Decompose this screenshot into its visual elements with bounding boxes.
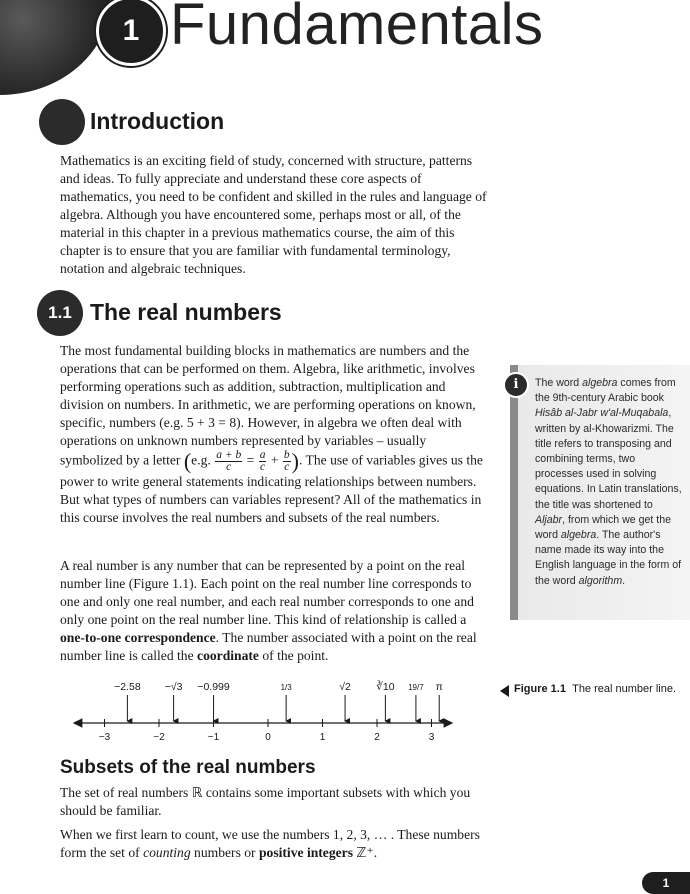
- introduction-bullet: [39, 99, 85, 145]
- close-paren: ): [291, 448, 299, 474]
- fraction-a-over-c: [259, 450, 267, 473]
- tick-label: 2: [374, 732, 380, 743]
- note-part: comes from the 9th-century Arabic book: [535, 377, 676, 405]
- subsection-heading: Subsets of the real numbers: [60, 757, 316, 778]
- tick-label: 0: [265, 732, 271, 743]
- term-positive-integers: positive integers: [258, 845, 353, 860]
- p1-text-a: The most fundamental building blocks in mathematics are numbers and the operations that can be performed on them. Algebra, like arithmetic, involves performing operations such as addition, subtraction, multiplication and division on numbers. In arithmetic, we are performing operations on known, specific, numbers (e.g. 5 + 3 = 8). However, in algebra we often deal with operations on unknown numbers represented by variables – usually symbolized by a letter: [60, 343, 476, 468]
- note-emphasis: algebra: [560, 529, 597, 542]
- point-label: 19/7: [408, 683, 424, 692]
- p-part: numbers or: [190, 845, 259, 860]
- point-label: −√3: [164, 681, 183, 693]
- caption-arrow-icon: [500, 685, 509, 697]
- open-paren: (: [183, 448, 192, 474]
- note-emphasis: Hisâb al-Jabr w'al-Muqabala: [535, 407, 669, 420]
- page-number: 1: [642, 872, 690, 894]
- figure-label: Figure 1.1: [514, 683, 566, 695]
- tick-label: −3: [98, 732, 111, 743]
- p1-text-b: . The use of variables gives us the power to write general statements indicating relationships between numbers. But what types of numbers can variables represent? All of the mathematics in this course involves the real numbers and subsets of the real numbers.: [60, 452, 483, 525]
- p2-text-a: A real number is any number that can be represented by a point on the real number line (Figure 1.1). Each point on the real number line corresponds to one and only one real number, and each real number corresponds to one and only one point on the real number line. This kind of relationship is called a: [60, 558, 474, 627]
- subsets-paragraph-1: The set of real numbers ℝ contains some important subsets with which you should be familiar.: [60, 785, 471, 818]
- p2-text-c: of the point.: [258, 648, 329, 663]
- fraction-a-plus-b-over-c: [215, 450, 242, 473]
- real-numbers-paragraph-1: The most fundamental building blocks in mathematics are numbers and the operations that can be performed on them. Algebra, like arithmetic, involves performing operations such as addition, subtraction, multiplication and division on numbers. In arithmetic, we are performing operations on known, specific, numbers (e.g. 5 + 3 = 8). However, in algebra we often deal with operations on unknown numbers represented by variables – usually symbolized by a letter (e.g. $\frac{a + b}{c}$ = $\frac{a}{c}$ + $\frac{b}{c}$ ). The use of variables gives us the power to write general statements indicating relationships between numbers. But what types of numbers can variables represent? All of the mathematics in this course involves the real numbers and subsets of the real numbers.: [60, 343, 483, 525]
- frac-denominator: c: [260, 461, 266, 473]
- tick-label: −1: [207, 732, 220, 743]
- point-label: √2: [339, 681, 351, 693]
- eg-label: e.g.: [191, 452, 211, 468]
- tick-label: 1: [319, 732, 326, 743]
- point-label: −0.999: [197, 681, 230, 693]
- fraction-b-over-c: [283, 450, 291, 473]
- section-number-badge: 1.1: [37, 290, 83, 336]
- real-number-line-figure: [60, 675, 460, 745]
- point-label: ∛10: [376, 681, 395, 693]
- point-label: −2.58: [114, 681, 141, 693]
- figure-caption-text: The real number line.: [572, 683, 677, 695]
- point-label: π: [435, 681, 443, 693]
- introduction-heading: Introduction: [90, 108, 225, 134]
- note-emphasis: algebra: [582, 377, 618, 389]
- p-part: When we first learn to count, we use the numbers 1, 2, 3, … . These numbers form the set of: [60, 827, 480, 860]
- note-part: , from which we get the word: [535, 513, 672, 542]
- sidebar-note-bar: [510, 365, 518, 620]
- chapter-title: Fundamentals: [170, 0, 544, 57]
- symbol-z-plus: ℤ⁺.: [353, 845, 378, 860]
- section-heading: The real numbers: [90, 299, 282, 325]
- p2-text-b: . The number associated with a point on the real number line is called the: [60, 630, 477, 663]
- note-emphasis: algorithm: [578, 574, 623, 587]
- info-icon: i: [503, 372, 529, 398]
- chapter-corner-art: [0, 0, 110, 95]
- frac-numerator: a: [259, 449, 266, 461]
- point-group: [114, 680, 443, 721]
- frac-numerator: b: [283, 449, 290, 461]
- term-coordinate: coordinate: [197, 648, 259, 663]
- note-part: .: [622, 574, 626, 587]
- tick-label: −2: [153, 732, 165, 743]
- note-part: , written by al-Khowarizmi. The title refers to transposing and combining terms, two processes used in solving equations. In Latin translations, the title was shortened to: [535, 407, 682, 511]
- frac-denominator: c: [226, 461, 232, 473]
- term-counting: counting: [143, 845, 191, 860]
- note-part: The word: [535, 377, 583, 389]
- frac-denominator: c: [284, 461, 290, 473]
- point-label: 1/3: [280, 683, 292, 692]
- sidebar-note-text: [535, 376, 685, 589]
- real-numbers-paragraph-2: [60, 557, 490, 665]
- introduction-paragraph: Mathematics is an exciting field of study, concerned with structure, patterns and ideas. To fully appreciate and understand these core aspects of mathematics, you need to be confident and skilled in the rules and language of algebra. Although you have encountered some, perhaps most or all, of the material in this chapter in a previous mathematics course, the aim of this chapter is to ensure that you are familiar with fundamental terminology, notation and algebraic techniques.: [60, 153, 487, 276]
- chapter-number-badge: 1: [96, 0, 166, 66]
- term-one-to-one: one-to-one correspondence: [60, 630, 216, 645]
- tick-label: 3: [428, 732, 435, 743]
- subsets-paragraph-2: [60, 826, 490, 862]
- frac-numerator: a + b: [216, 449, 242, 461]
- note-emphasis: Aljabr: [535, 513, 563, 526]
- figure-caption: [514, 683, 676, 695]
- note-part: . The author's name made its way into the English language in the form of the word: [535, 529, 682, 587]
